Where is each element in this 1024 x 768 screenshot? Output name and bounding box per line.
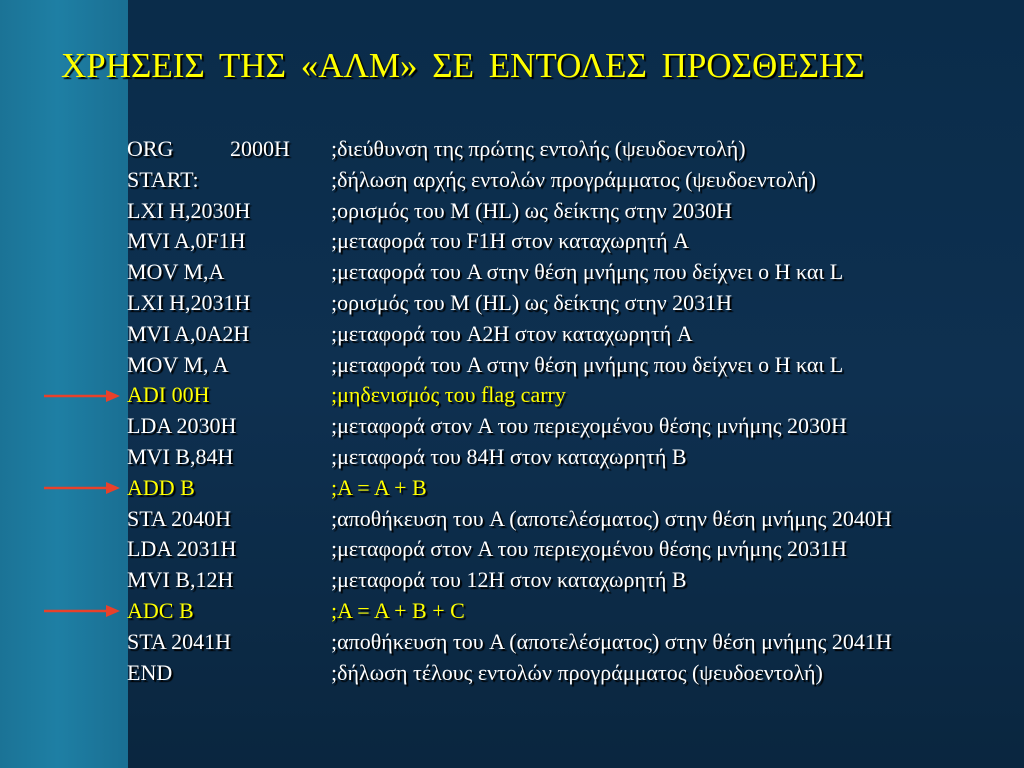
code-line xyxy=(127,165,1007,196)
instruction: STA 2041H xyxy=(127,628,231,654)
red-arrow-right-icon xyxy=(44,604,120,618)
instruction-comment: ;μεταφορά του A2H στον καταχωρητή A xyxy=(331,320,693,346)
instruction-comment: ;δήλωση τέλους εντολών προγράμματος (ψευδοεντολή) xyxy=(331,659,823,685)
instruction: STA 2040H xyxy=(127,505,231,531)
code-line xyxy=(127,350,1007,381)
instruction: MVI B,12H xyxy=(127,567,234,593)
instruction-comment: ;ορισμός του M (HL) ως δείκτης στην 2030H xyxy=(331,197,733,223)
code-line xyxy=(127,596,1007,627)
instruction-comment: ;μεταφορά του 84H στον καταχωρητή B xyxy=(331,443,687,469)
instruction-comment: ;A = A + B xyxy=(331,474,427,500)
code-line xyxy=(127,565,1007,596)
code-line xyxy=(127,380,1007,411)
code-line xyxy=(127,288,1007,319)
instruction-comment: ;δήλωση αρχής εντολών προγράμματος (ψευδοεντολή) xyxy=(331,166,817,192)
code-line xyxy=(127,473,1007,504)
instruction: MOV M, A xyxy=(127,351,229,377)
instruction: LDA 2030H xyxy=(127,413,237,439)
instruction-comment: ;A = A + B + C xyxy=(331,597,465,623)
instruction-comment: ;μηδενισμός του flag carry xyxy=(331,382,566,408)
code-line xyxy=(127,411,1007,442)
instruction-comment: ;αποθήκευση του A (αποτελέσματος) στην θέση μνήμης 2041H xyxy=(331,628,892,654)
org-directive: ORG xyxy=(127,136,174,161)
slide-title: ΧΡΗΣΕΙΣ ΤΗΣ «ΑΛΜ» ΣΕ ΕΝΤΟΛΕΣ ΠΡΟΣΘΕΣΗΣ xyxy=(61,46,865,85)
instruction: MVI A,0F1H xyxy=(127,228,246,254)
code-line xyxy=(127,226,1007,257)
instruction: MOV M,A xyxy=(127,259,225,285)
instruction-comment: ;μεταφορά του A στην θέση μνήμης που δείχνει ο H και L xyxy=(331,259,844,285)
instruction-comment: ;αποθήκευση του A (αποτελέσματος) στην θέση μνήμης 2040H xyxy=(331,505,892,531)
instruction: ADI 00H xyxy=(127,382,210,408)
instruction: END xyxy=(127,659,173,685)
instruction-comment: ;μεταφορά του F1H στον καταχωρητή A xyxy=(331,228,689,254)
sidebar-band xyxy=(0,0,128,768)
code-line xyxy=(127,658,1007,689)
instruction: LXI H,2031H xyxy=(127,289,251,315)
code-line xyxy=(127,196,1007,227)
code-line xyxy=(127,627,1007,658)
red-arrow-right-icon xyxy=(44,481,120,495)
instruction-comment: ;μεταφορά του A στην θέση μνήμης που δείχνει ο H και L xyxy=(331,351,844,377)
instruction: MVI A,0A2H xyxy=(127,320,250,346)
instruction-comment: ;μεταφορά στον A του περιεχομένου θέσης μνήμης 2031H xyxy=(331,536,847,562)
instruction-comment: ;ορισμός του M (HL) ως δείκτης στην 2031H xyxy=(331,289,733,315)
code-line-org xyxy=(127,134,1007,165)
instruction: LXI H,2030H xyxy=(127,197,251,223)
red-arrow-right-icon xyxy=(44,389,120,403)
org-operand: 2000H xyxy=(230,136,290,161)
instruction: ADD B xyxy=(127,474,195,500)
instruction: START: xyxy=(127,166,199,192)
instruction-comment: ;μεταφορά στον A του περιεχομένου θέσης μνήμης 2030H xyxy=(331,413,847,439)
code-line xyxy=(127,504,1007,535)
code-line xyxy=(127,442,1007,473)
instruction: ADC B xyxy=(127,597,194,623)
code-line xyxy=(127,534,1007,565)
assembly-listing xyxy=(127,134,1007,688)
code-line xyxy=(127,257,1007,288)
instruction: MVI B,84H xyxy=(127,443,234,469)
code-line xyxy=(127,319,1007,350)
instruction: LDA 2031H xyxy=(127,536,237,562)
org-comment: ;διεύθυνση της πρώτης εντολής (ψευδοεντολή) xyxy=(331,136,746,161)
instruction-comment: ;μεταφορά του 12H στον καταχωρητή B xyxy=(331,567,687,593)
